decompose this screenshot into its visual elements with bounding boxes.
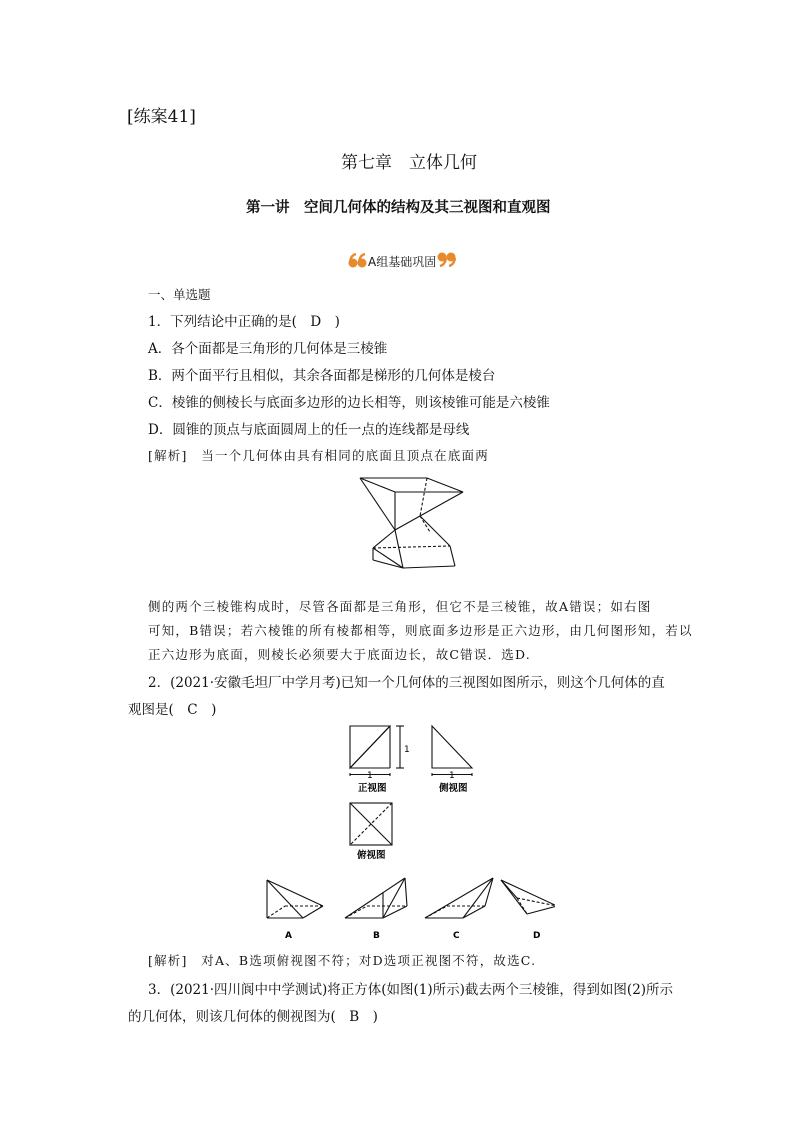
choice-d-label: D [533, 931, 541, 941]
side-view-label: 侧视图 [439, 783, 468, 794]
side-width-label: 1 [449, 771, 455, 781]
q2-choice-figures [255, 872, 555, 944]
front-width-label: 1 [367, 771, 373, 781]
q2-analysis: [解析] 对A、B选项俯视图不符；对D选项正视图不符，故选C. [148, 953, 537, 968]
choice-b-figure [345, 878, 407, 918]
q2-stem-line-2: 观图是( C ) [128, 702, 217, 718]
q1-analysis-line-4: 正六边形为底面，则棱长必须要大于底面边长，故C错误．选D. [148, 647, 531, 662]
q1-option-d: D．圆锥的顶点与底面圆周上的任一点的连线都是母线 [148, 422, 470, 438]
practice-label: [练案41] [127, 107, 196, 127]
q1-solid-figure [355, 470, 470, 590]
choice-a-label: A [285, 931, 292, 941]
section-label: 一、单选题 [148, 287, 211, 302]
q1-option-a: A．各个面都是三角形的几何体是三棱锥 [148, 341, 388, 357]
choice-a-figure [267, 880, 323, 918]
q1-option-c: C．棱锥的侧棱长与底面多边形的边长相等，则该棱锥可能是六棱锥 [148, 395, 550, 411]
lecture-title: 第一讲 空间几何体的结构及其三视图和直观图 [246, 199, 551, 216]
front-view-label: 正视图 [358, 783, 387, 794]
top-view-label: 俯视图 [357, 850, 386, 861]
q1-analysis-line-2: 侧的两个三棱锥构成时，尽管各面都是三角形，但它不是三棱锥，故A错误；如右图 [148, 599, 652, 614]
choice-d-figure [501, 880, 555, 914]
choice-b-label: B [373, 931, 380, 941]
q1-option-b: B．两个面平行且相似，其余各面都是梯形的几何体是棱台 [148, 368, 496, 384]
choice-c-label: C [453, 931, 460, 941]
q1-analysis-line-1: [解析] 当一个几何体由具有相同的底面且顶点在底面两 [148, 448, 489, 463]
q2-three-views [330, 718, 480, 868]
group-label: A组基础巩固 [368, 255, 437, 269]
close-quote-icon [436, 250, 456, 268]
chapter-title: 第七章 立体几何 [341, 153, 477, 173]
open-quote-icon [348, 252, 368, 270]
q1-analysis-line-3: 可知，B错误；若六棱锥的所有棱都相等，则底面多边形是正六边形，由几何图形知，若以 [148, 623, 693, 638]
group-heading [348, 250, 456, 270]
q3-stem-line-1: 3．(2021·四川阆中中学测试)将正方体(如图(1)所示)截去两个三棱锥，得到如图(2)所示 [148, 982, 674, 998]
front-height-label: 1 [404, 745, 410, 755]
q2-stem-line-1: 2．(2021·安徽毛坦厂中学月考)已知一个几何体的三视图如图所示，则这个几何体的直 [148, 675, 665, 691]
q1-stem: 1．下列结论中正确的是( D ) [148, 314, 340, 330]
q3-stem-line-2: 的几何体，则该几何体的侧视图为( B ) [128, 1009, 378, 1025]
choice-c-figure [425, 878, 493, 918]
